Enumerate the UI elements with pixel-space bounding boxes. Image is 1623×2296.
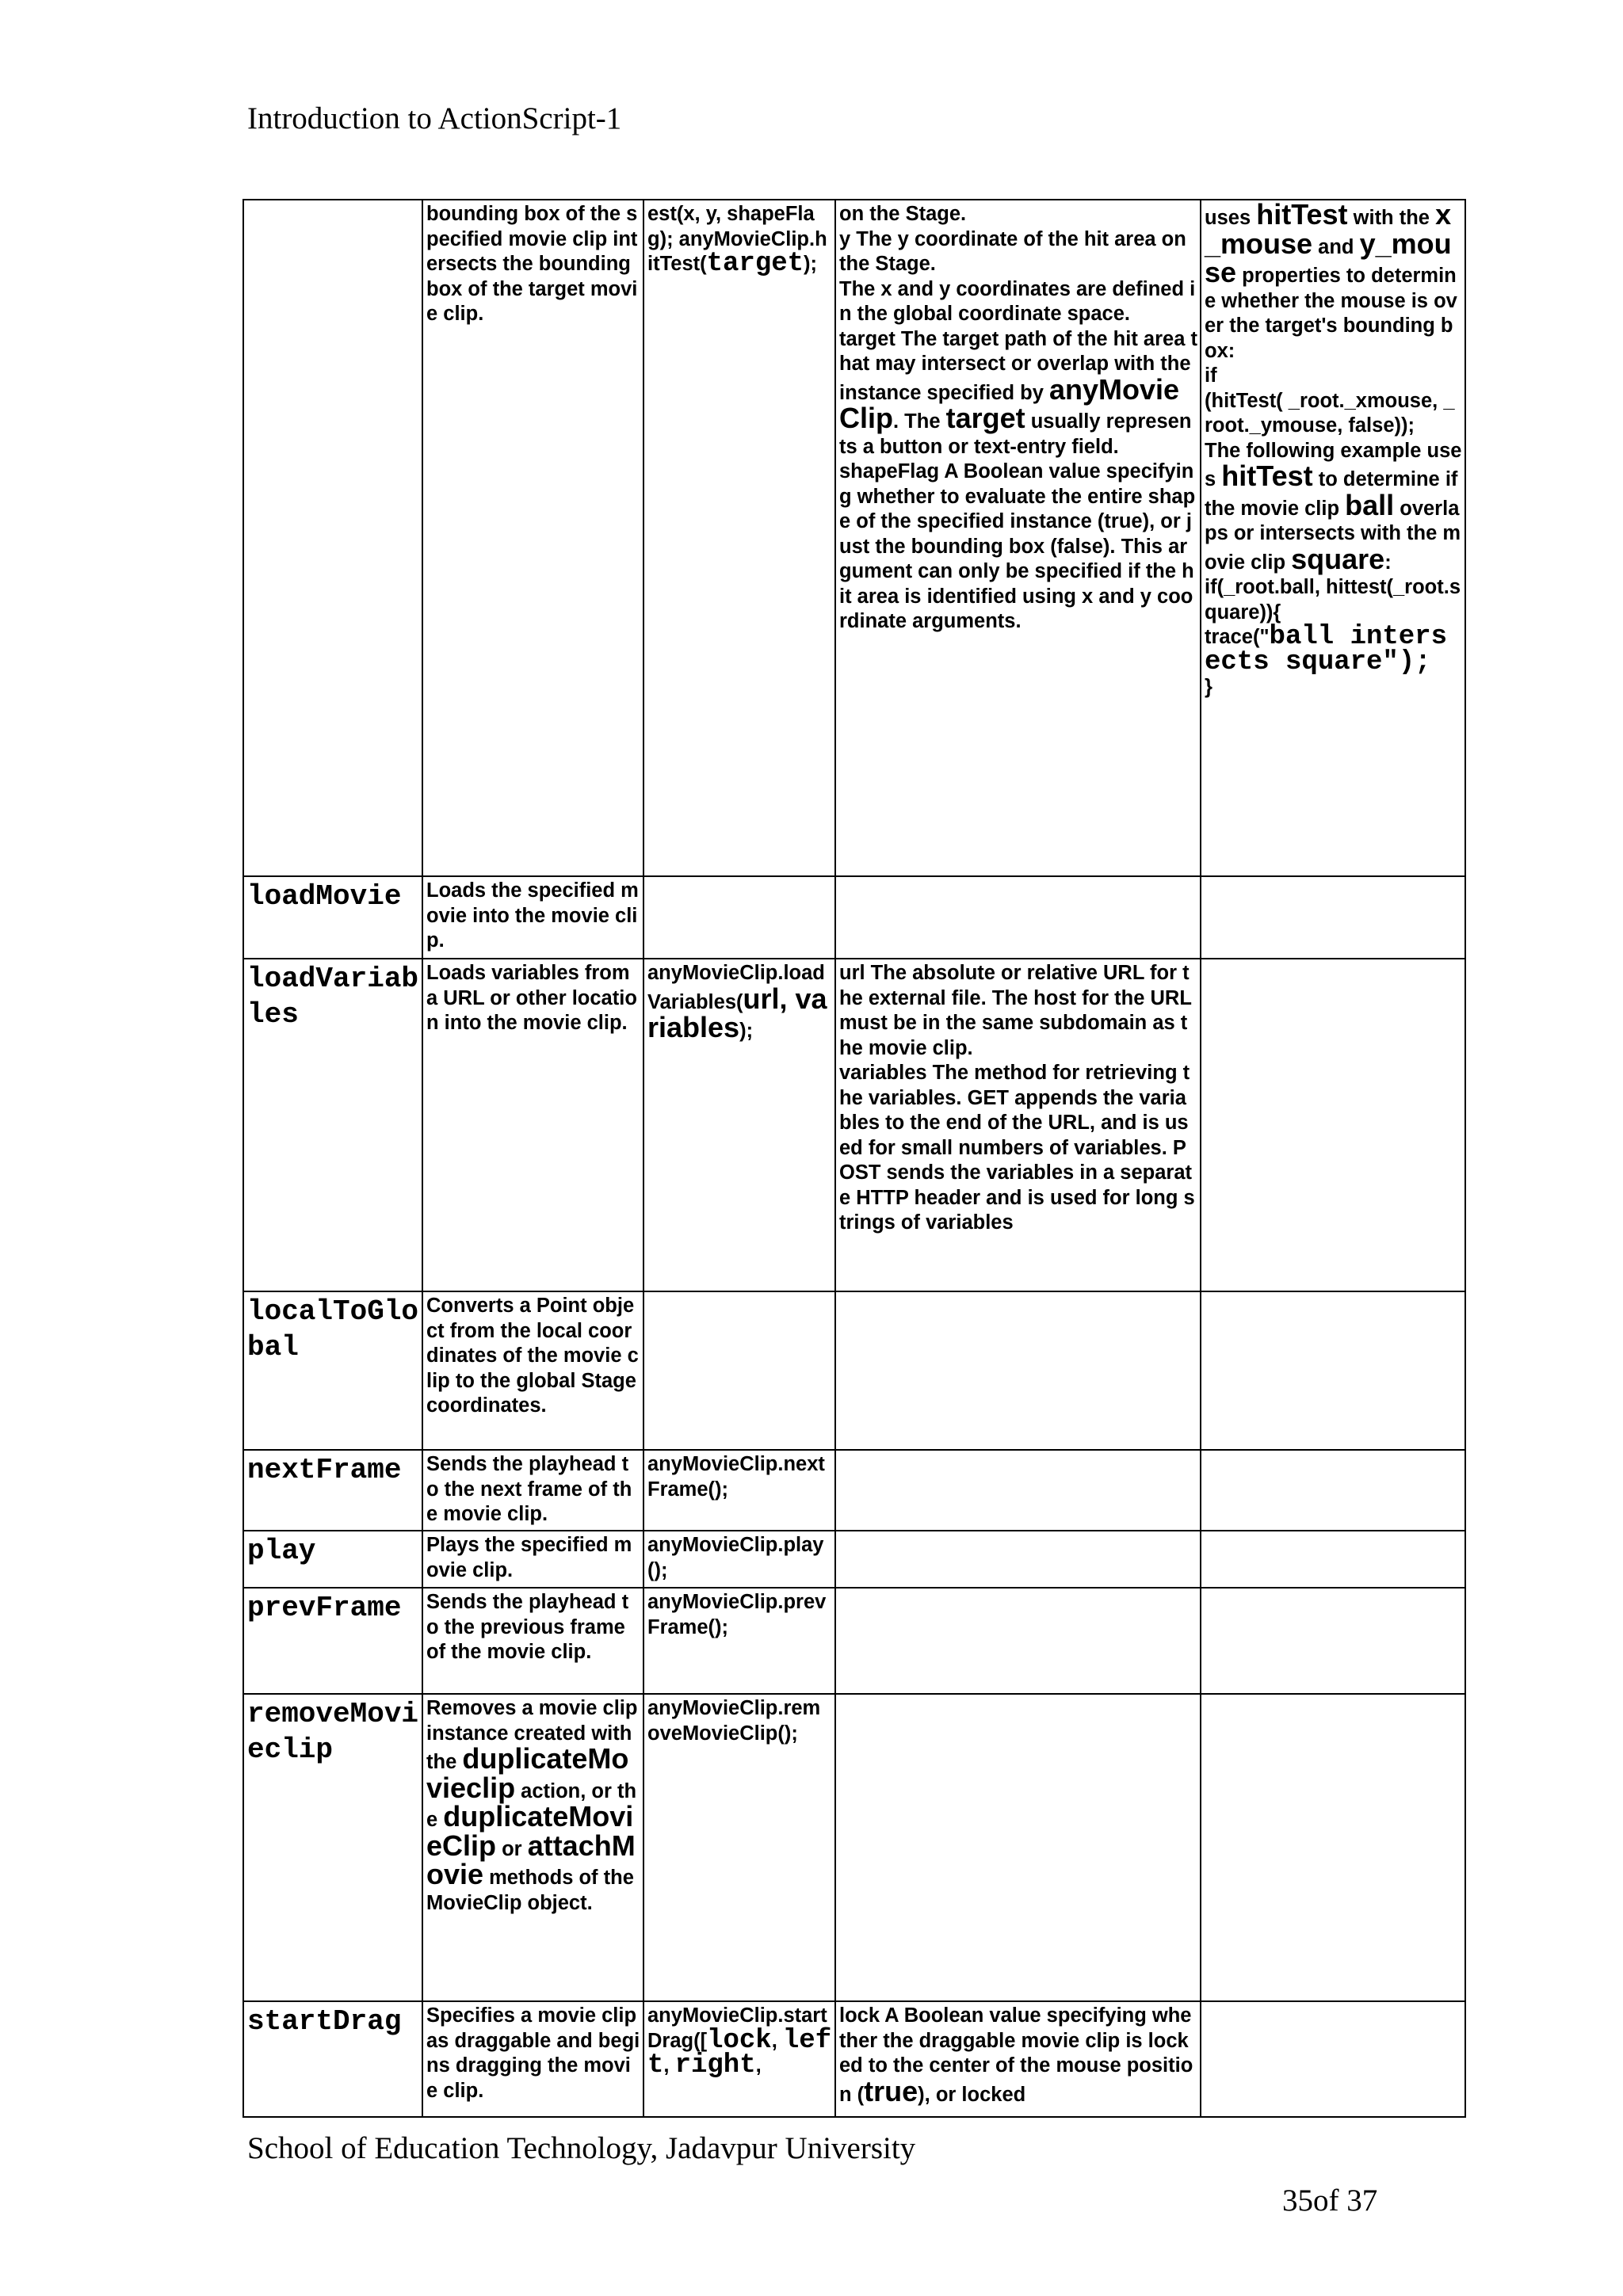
example-text: overlaps or intersects with the movie clip [1205,497,1461,574]
parameters-cell [835,1531,1201,1588]
syntax-target-code: target [706,249,804,279]
syntax-text: , [755,2054,762,2077]
parameters-cell [835,1588,1201,1694]
syntax-right: right [674,2050,756,2081]
movieclip-methods-table [242,199,1466,2118]
description-cell: Sends the playhead to the previous frame of the movie clip. [422,1588,643,1694]
params-text: ), or locked [918,2083,1026,2106]
method-cell [243,200,422,876]
syntax-args: url, variables [647,982,827,1043]
example-cell [1201,200,1465,876]
description-cell: Sends the playhead to the next frame of the movie clip. [422,1450,643,1531]
description-cell: bounding box of the specified movie clip intersects the bounding box of the target movie clip. [422,200,643,876]
example-trace-code: ball intersects square"); [1205,622,1447,677]
syntax-cell: anyMovieClip.removeMovieClip(); [643,1694,835,2001]
method-name: localToGlobal [243,1291,422,1450]
parameters-cell [835,1694,1201,2001]
example-text: to determine if the movie clip [1205,468,1458,520]
description-cell: Loads the specified movie into the movie clip. [422,876,643,959]
example-text: and [1312,235,1360,258]
syntax-cell [643,959,835,1291]
syntax-cell [643,876,835,959]
description-cell [422,1694,643,2001]
params-anymovieclip: anyMovieClip [839,372,1180,434]
parameters-cell [835,1450,1201,1531]
description-cell: Specifies a movie clip as draggable and begins dragging the movie clip. [422,2001,643,2117]
example-xmouse: x_mouse [1205,200,1452,260]
example-cell [1201,1450,1465,1531]
table-row-prevframe [243,1588,1465,1694]
method-name: loadMovie [243,876,422,959]
syntax-text: , [771,2029,783,2052]
table-row-localtoglobal [243,1291,1465,1450]
example-cell [1201,1531,1465,1588]
example-cell [1201,1291,1465,1450]
description-duplicatemovieclip: duplicateMovieclip [426,1742,629,1804]
syntax-lock: lock [707,2025,772,2056]
table-row-hittest [243,200,1465,876]
table-row-removemovieclip [243,1694,1465,2001]
method-name: prevFrame [243,1588,422,1694]
example-text: : if(_root.ball, hittest(_root.square)){ [1205,551,1461,624]
params-target: target [945,402,1025,434]
description-text: action, or the [426,1779,637,1831]
params-text: on the Stage. y The y coordinate of the hit area on the Stage. The x and y coordinates are defined in the global coordinate space. target The target path of the hit area that may intersect or overlap with the instance specified by [839,203,1197,404]
description-text: Removes a movie clip instance created with the [426,1697,638,1773]
syntax-cell: anyMovieClip.prevFrame(); [643,1588,835,1694]
syntax-text: anyMovieClip.loadVariables( [647,962,825,1013]
example-text: trace(" [1205,626,1270,648]
example-text: properties to determine whether the mouse is over the target's bounding box: if (hitTest( _root._xmouse, _root._ymouse, false)); The following example uses [1205,265,1462,490]
example-cell [1201,1694,1465,2001]
params-text: lock A Boolean value specifying whether the draggable movie clip is locked to the center of the mouse position ( [839,2004,1193,2106]
description-cell: Converts a Point object from the local coordinates of the movie clip to the global Stage coordinates. [422,1291,643,1450]
params-text: usually represents a button or text-entry field. shapeFlag A Boolean value specifying whether to evaluate the entire shape of the specified instance (true), or just the bounding box (false). This argument can only be specified if the hit area is identified using x and y coordinate arguments. [839,410,1196,632]
syntax-cell [643,200,835,876]
parameters-cell [835,1291,1201,1450]
description-attachmovie: attachMovie [426,1829,636,1890]
table-row-play [243,1531,1465,1588]
example-cell [1201,959,1465,1291]
example-ball: ball [1345,488,1395,521]
syntax-end: ); [739,1020,754,1042]
table-row-loadvariables [243,959,1465,1291]
description-cell: Loads variables from a URL or other location into the movie clip. [422,959,643,1291]
syntax-text: est(x, y, shapeFlag); anyMovieClip.hitTest( [647,203,827,275]
example-cell [1201,1588,1465,1694]
syntax-left: left [647,2025,832,2081]
syntax-cell: anyMovieClip.play(); [643,1531,835,1588]
method-name: nextFrame [243,1450,422,1531]
example-square: square [1291,542,1385,575]
table-row-nextframe [243,1450,1465,1531]
example-hittest: hitTest [1256,200,1348,231]
syntax-text: , [663,2054,675,2077]
method-name: play [243,1531,422,1588]
example-hittest: hitTest [1221,460,1313,492]
example-text: with the [1347,207,1436,229]
parameters-cell [835,2001,1201,2117]
syntax-cell: anyMovieClip.nextFrame(); [643,1450,835,1531]
syntax-cell [643,2001,835,2117]
syntax-text: anyMovieClip.startDrag([ [647,2004,827,2052]
table-row-loadmovie [243,876,1465,959]
example-cell [1201,2001,1465,2117]
page-footer: School of Education Technology, Jadavpur University [247,2131,916,2165]
example-cell [1201,876,1465,959]
method-name: startDrag [243,2001,422,2117]
method-name: removeMovieclip [243,1694,422,2001]
description-text: methods of the MovieClip object. [426,1867,634,1914]
parameters-cell: url The absolute or relative URL for the external file. The host for the URL must be in the same subdomain as the movie clip. variables The method for retrieving the variables. GET appends the variables to the end of the URL, and is used for small numbers of variables. POST sends the variables in a separate HTTP header and is used for long strings of variables [835,959,1201,1291]
description-duplicatemovieclip: duplicateMovieClip [426,1800,634,1862]
method-name: loadVariables [243,959,422,1291]
parameters-cell [835,200,1201,876]
example-text: uses [1205,207,1257,229]
example-ymouse: y_mouse [1205,227,1452,288]
parameters-cell [835,876,1201,959]
syntax-end: ); [804,253,818,275]
table-row-startdrag [243,2001,1465,2117]
syntax-cell [643,1291,835,1450]
params-true: true [864,2074,918,2107]
description-cell: Plays the specified movie clip. [422,1531,643,1588]
description-text: or [496,1837,528,1860]
example-text: } [1205,676,1212,698]
params-text: . The [893,410,946,433]
page-header: Introduction to ActionScript-1 [247,101,622,135]
page-number: 35of 37 [1282,2183,1378,2218]
